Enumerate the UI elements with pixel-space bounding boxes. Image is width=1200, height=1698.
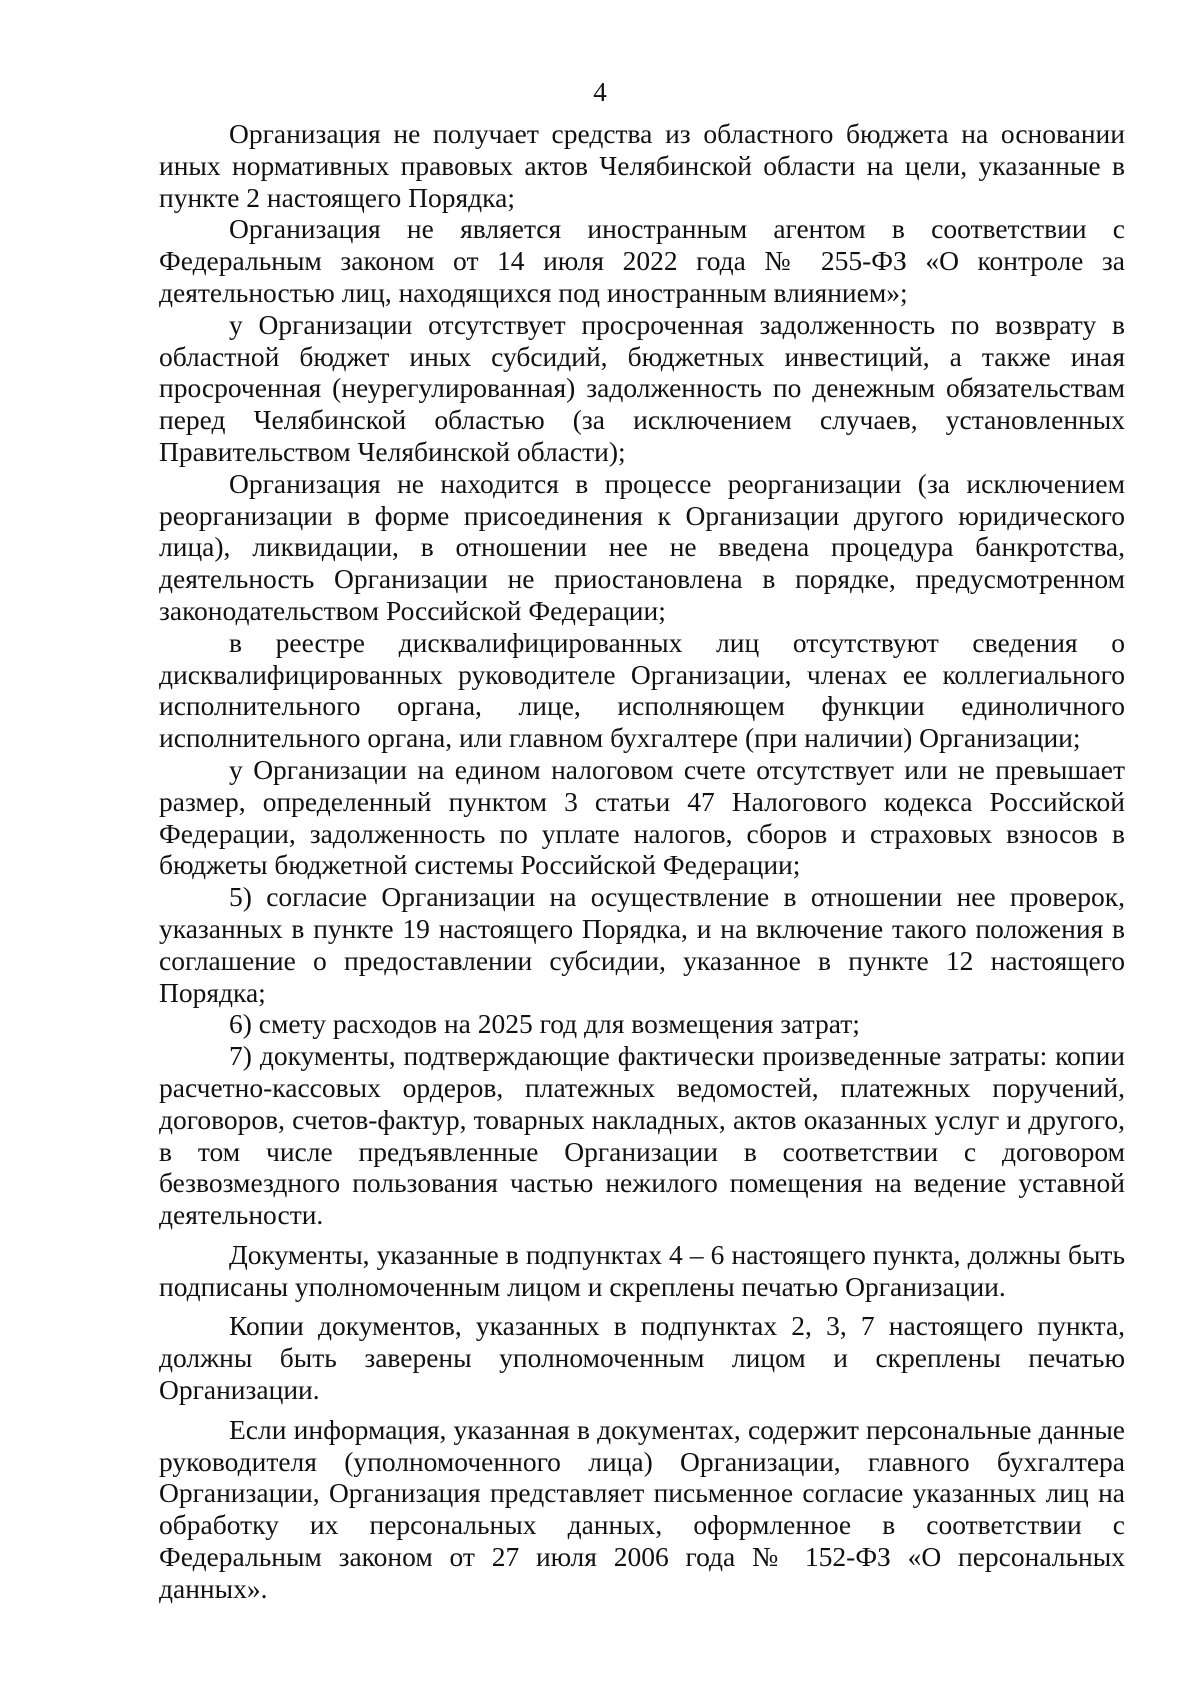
paragraph-personal-data-consent: Если информация, указанная в документах, содержит персональные данные руководителя (уполномоченного лица) Организации, главного бухгалтера Организации, Организация представляет письменное согласие указанных лиц на обработку их персональных данных, оформленное в соответствии с Федеральным законом от 27 июля 2006 года № 152-ФЗ «О персональных данных». (159, 1413, 1125, 1604)
document-body (159, 118, 1125, 1605)
paragraph-tax-account: у Организации на едином налоговом счете отсутствует или не превышает размер, определенный пунктом 3 статьи 47 Налогового кодекса Российской Федерации, задолженность по уплате налогов, сборов и страховых взносов в бюджеты бюджетной системы Российской Федерации; (159, 753, 1125, 881)
paragraph-item-6-cost-estimate: 6) смету расходов на 2025 год для возмещения затрат; (229, 1008, 860, 1040)
paragraph-disqualified-persons: в реестре дисквалифицированных лиц отсутствуют сведения о дисквалифицированных руководителе Организации, членах ее коллегиального исполнительного органа, лице, исполняющем функции единоличного исполнительного органа, или главном бухгалтере (при наличии) Организации; (159, 626, 1125, 754)
paragraph-item-5-inspections-consent: 5) согласие Организации на осуществление в отношении нее проверок, указанных в пункте 19 настоящего Порядка, и на включение такого положения в соглашение о предоставлении субсидии, указанное в пункте 12 настоящего Порядка; (159, 881, 1125, 1008)
paragraph-no-reorganization: Организация не находится в процессе реорганизации (за исключением реорганизации в форме присоединения к Организации другого юридического лица), ликвидации, в отношении нее не введена процедура банкротства, деятельность Организации не приостановлена в порядке, предусмотренном законодательством Российской Федерации; (159, 467, 1125, 626)
paragraph-no-overdue-debt: у Организации отсутствует просроченная задолженность по возврату в областной бюджет иных субсидий, бюджетных инвестиций, а также иная просроченная (неурегулированная) задолженность по денежным обязательствам перед Челябинской областью (за исключением случаев, установленных Правительством Челябинской области); (159, 308, 1125, 467)
page-number: 4 (593, 77, 607, 107)
paragraph-copies-certification: Копии документов, указанных в подпунктах 2, 3, 7 настоящего пункта, должны быть заверены уполномоченным лицом и скреплены печатью Организации. (159, 1310, 1125, 1406)
paragraph-signing-requirements: Документы, указанные в подпунктах 4 – 6 настоящего пункта, должны быть подписаны уполномоченным лицом и скреплены печатью Организации. (159, 1238, 1125, 1302)
paragraph-item-7-expense-documents: 7) документы, подтверждающие фактически произведенные затраты: копии расчетно-кассовых ордеров, платежных ведомостей, платежных поручений, договоров, счетов-фактур, товарных накладных, актов оказанных услуг и другого, в том числе предъявленные Организации в соответствии с договором безвозмездного пользования частью нежилого помещения на ведение уставной деятельности. (159, 1040, 1125, 1231)
paragraph-not-foreign-agent: Организация не является иностранным агентом в соответствии с Федеральным законом от 14 июля 2022 года № 255-ФЗ «О контроле за деятельностью лиц, находящихся под иностранным влиянием»; (159, 213, 1125, 308)
paragraph-no-other-budget-funds: Организация не получает средства из областного бюджета на основании иных нормативных правовых актов Челябинской области на цели, указанные в пункте 2 настоящего Порядка; (159, 118, 1125, 213)
